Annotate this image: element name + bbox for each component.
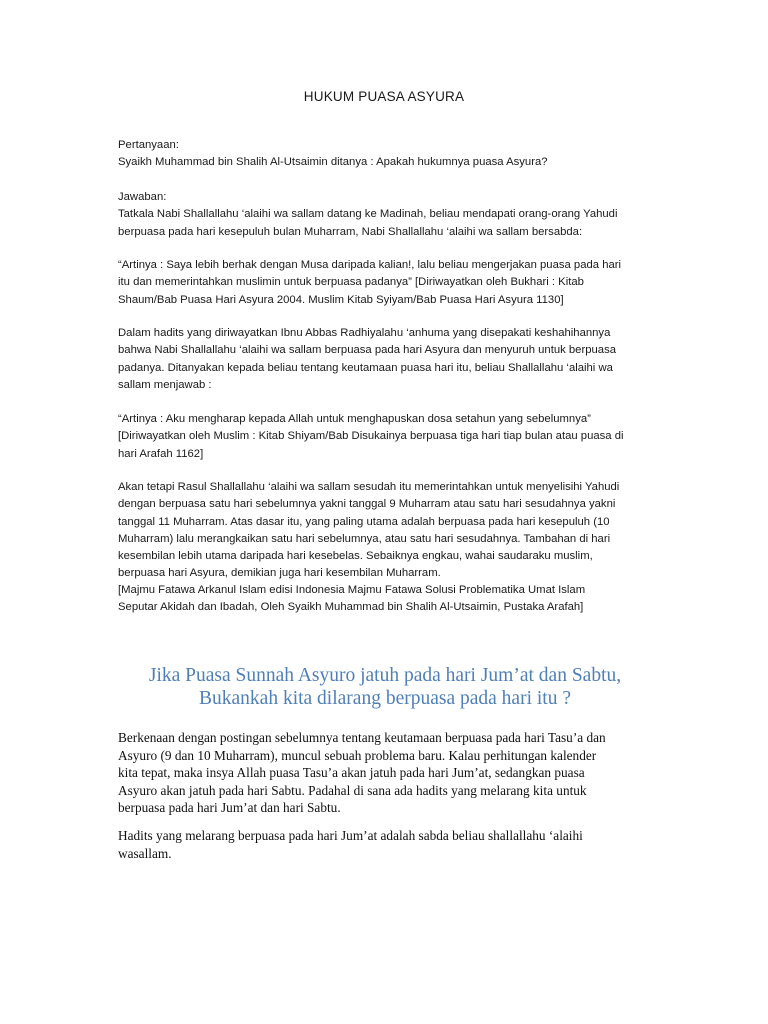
serif-paragraph2-line: Hadits yang melarang berpuasa pada hari Jum’at adalah sabda beliau shallallahu ‘alaihi	[118, 828, 583, 843]
serif-paragraph2-line: wasallam.	[118, 845, 172, 861]
reference-line: [Majmu Fatawa Arkanul Islam edisi Indonesia Majmu Fatawa Solusi Problematika Umat Islam	[118, 584, 586, 596]
reference-citation	[118, 582, 653, 617]
hadith-quote-2	[118, 411, 653, 463]
answer-section	[118, 189, 653, 241]
paragraph3-line: Akan tetapi Rasul Shallallahu ‘alaihi wa sallam sesudah itu memerintahkan untuk menyelisihi Yahudi	[118, 481, 620, 493]
serif-paragraph1-line: Asyuro akan jatuh pada hari Sabtu. Padahal di sana ada hadits yang melarang kita untuk	[118, 782, 587, 798]
paragraph2-line: bahwa Nabi Shallallahu ‘alaihi wa sallam berpuasa pada hari Asyura dan menyuruh untuk berpuasa	[118, 344, 617, 357]
hadith1-line: “Artinya : Saya lebih berhak dengan Musa daripada kalian!, lalu beliau mengerjakan puasa pada hari	[118, 259, 622, 271]
document-title: HUKUM PUASA ASYURA	[303, 89, 465, 104]
paragraph2-line: padanya. Ditanyakan kepada beliau tentang keutamaan puasa hari itu, beliau Shallallahu ‘alaihi wa	[118, 361, 613, 374]
answer-line: berpuasa pada hari kesepuluh bulan Muharram, Nabi Shallallahu ‘alaihi wa sallam bersabda:	[118, 225, 583, 238]
paragraph3-line: Muharram) lalu merangkaikan satu hari sebelumnya, atau satu hari sesudahnya. Tambahan di hari	[118, 532, 611, 545]
hadith-quote-1	[118, 257, 653, 309]
heading2-line: Jika Puasa Sunnah Asyuro jatuh pada hari Jum’at dan Sabtu,	[148, 665, 622, 686]
paragraph2-line: Dalam hadits yang diriwayatkan Ibnu Abbas Radhiyalahu ‘anhuma yang disepakati keshahihannya	[118, 327, 611, 339]
serif-paragraph1-line: kita tepat, maka insya Allah puasa Tasu’a akan jatuh pada hari Jum’at, sedangkan puasa	[118, 765, 585, 781]
serif-paragraph1-line: berpuasa pada hari Jum’at dan hari Sabtu.	[118, 800, 341, 816]
paragraph3-line: tanggal 11 Muharram. Atas dasar itu, yang paling utama adalah berpuasa pada hari kesepuluh (10	[118, 515, 610, 528]
question-section	[118, 137, 653, 172]
paragraph3-line: berpuasa hari Asyura, demikian juga hari kesembilan Muharram.	[118, 567, 441, 580]
serif-paragraph1-line: Berkenaan dengan postingan sebelumnya tentang keutamaan berpuasa pada hari Tasu’a dan	[118, 730, 606, 745]
paragraph2-line: sallam menjawab :	[118, 378, 212, 391]
paragraph-hadits-jumat	[118, 827, 648, 862]
serif-paragraph1-line: Asyuro (9 dan 10 Muharram), muncul sebuah problema baru. Kalau perhitungan kalender	[118, 747, 597, 763]
hadith2-line: “Artinya : Aku mengharap kepada Allah untuk menghapuskan dosa setahun yang sebelumnya”	[118, 413, 591, 425]
section-heading	[100, 664, 670, 710]
paragraph3-line: kesembilan lebih utama daripada hari kesebelas. Sebaiknya engkau, wahai saudaraku muslim,	[118, 550, 593, 563]
paragraph-ibnu-abbas	[118, 325, 653, 394]
hadith2-line: [Diriwayatkan oleh Muslim : Kitab Shiyam/Bab Disukainya berpuasa tiga hari tiap bulan atau puasa di	[118, 430, 624, 443]
reference-line: Seputar Akidah dan Ibadah, Oleh Syaikh Muhammad bin Shalih Al-Utsaimin, Pustaka Arafah]	[118, 601, 584, 614]
hadith1-line: Shaum/Bab Puasa Hari Asyura 2004. Muslim Kitab Syiyam/Bab Puasa Hari Asyura 1130]	[118, 293, 564, 306]
hadith2-line: hari Arafah 1162]	[118, 447, 204, 460]
heading2-line: Bukankah kita dilarang berpuasa pada hari itu ?	[199, 688, 571, 709]
paragraph-menyelisihi-yahudi	[118, 479, 653, 583]
answer-line: Tatkala Nabi Shallallahu ‘alaihi wa sallam datang ke Madinah, beliau mendapati orang-orang Yahudi	[118, 208, 618, 221]
question-label: Pertanyaan:	[118, 139, 179, 151]
paragraph-tasua-asyuro	[118, 729, 648, 817]
hadith1-line: itu dan memerintahkan muslimin untuk berpuasa padanya” [Diriwayatkan oleh Bukhari : Kitab	[118, 276, 584, 289]
answer-label: Jawaban:	[118, 191, 167, 203]
paragraph3-line: dengan berpuasa satu hari sebelumnya yakni tanggal 9 Muharram atau satu hari sesudahnya yakni	[118, 498, 616, 511]
question-text: Syaikh Muhammad bin Shalih Al-Utsaimin ditanya : Apakah hukumnya puasa Asyura?	[118, 156, 548, 169]
